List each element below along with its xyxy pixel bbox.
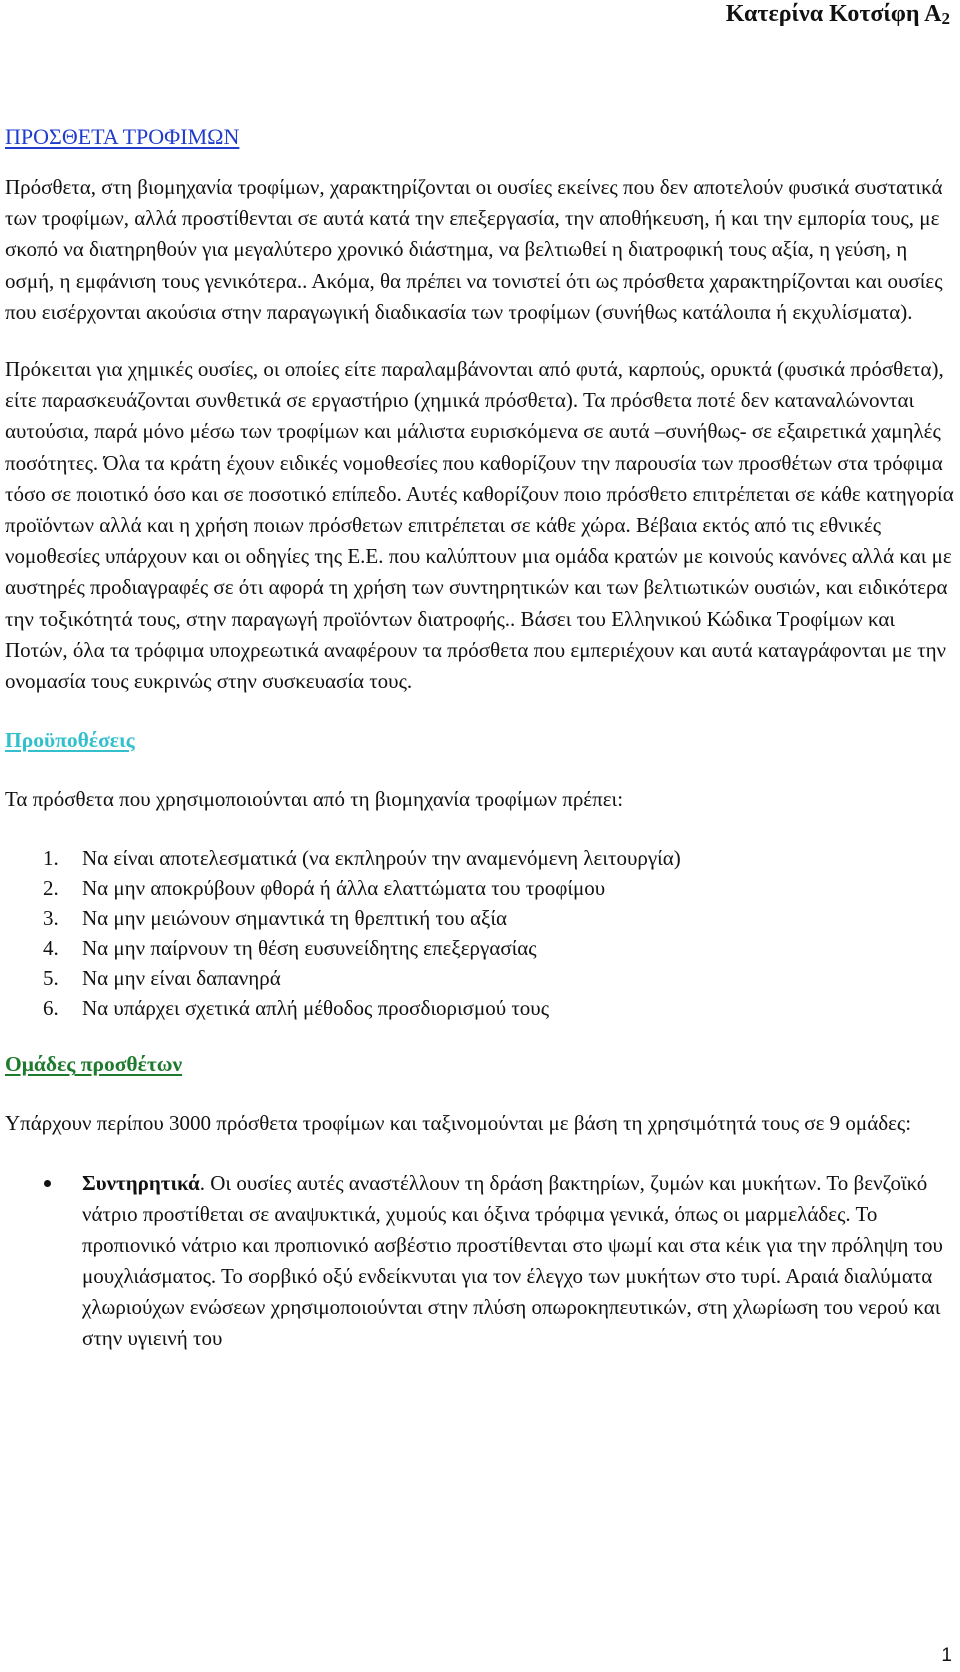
list-item xyxy=(5,993,955,1023)
spacer xyxy=(5,1023,955,1049)
spacer xyxy=(5,1080,955,1108)
list-item-text: Να υπάρχει σχετικά απλή μέθοδος προσδιορισμού τους xyxy=(82,996,550,1021)
spacer xyxy=(5,697,955,725)
list-item xyxy=(5,843,955,873)
author-name: Κατερίνα Κοτσίφη Α xyxy=(725,1,942,27)
list-item-number: 5. xyxy=(43,966,59,991)
spacer xyxy=(5,815,955,843)
author-class-subscript: 2 xyxy=(941,9,950,28)
list-item xyxy=(5,903,955,933)
spacer xyxy=(5,328,955,354)
list-item xyxy=(5,1168,955,1354)
list-item-number: 2. xyxy=(43,876,59,901)
list-item-text: Να μην μειώνουν σημαντικά τη θρεπτική του αξία xyxy=(82,906,508,931)
list-item-number: 1. xyxy=(43,846,59,871)
list-item-number: 4. xyxy=(43,936,59,961)
spacer xyxy=(5,1140,955,1168)
conditions-intro: Τα πρόσθετα που χρησιμοποιούνται από τη βιομηχανία τροφίμων πρέπει: xyxy=(5,787,624,812)
list-item-text: Να μην αποκρύβουν φθορά ή άλλα ελαττώματα του τροφίμου xyxy=(82,876,606,901)
legislation-paragraph: Πρόκειται για χημικές ουσίες, οι οποίες είτε παραλαμβάνονται από φυτά, καρπούς, ορυκτά (φυσικά πρόσθετα), είτε παρασκευάζονται συνθετικά σε εργαστήριο (χημικά πρόσθετα). Τα πρόσθετα ποτέ δεν καταναλώνονται αυτούσια, παρά μόνο μέσω των τροφίμων και μάλιστα ευρισκόμενα σε αυτά –συνήθως- σε εξαιρετικά χαμηλές ποσότητες. Όλα τα κράτη έχουν ειδικές νομοθεσίες που καθορίζουν την παρουσία των προσθέτων στα τρόφιμα τόσο σε ποιοτικό όσο και σε ποσοτικό επίπεδο. Αυτές καθορίζουν ποιο πρόσθετο επιτρέπεται σε κάθε κατηγορία προϊόντων αλλά και η χρήση ποιων πρόσθετων επιτρέπεται σε κάθε χώρα. Βέβαια εκτός από τις εθνικές νομοθεσίες υπάρχουν και οι οδηγίες της Ε.Ε. που καλύπτουν μια ομάδα κρατών με κοινούς κανόνες αλλά και με αυστηρές προδιαγραφές σε ότι αφορά τη χρήση των συντηρητικών και των βελτιωτικών ουσιών, και ειδικότερα την τοξικότητά τους, στην παραγωγή προϊόντων διατροφής.. Βάσει του Ελληνικού Κώδικα Τροφίμων και Ποτών, όλα τα τρόφιμα υποχρεωτικά αναφέρουν τα πρόσθετα που εμπεριέχουν και αυτά καταγράφονται με την ονομασία τους ευκρινώς στην συσκευασία τους. xyxy=(5,357,954,694)
groups-list xyxy=(5,1168,955,1354)
list-item xyxy=(5,933,955,963)
group-description: . Οι ουσίες αυτές αναστέλλουν τη δράση βακτηρίων, ζυμών και μυκήτων. Το βενζοϊκό νάτριο προστίθεται σε αναψυκτικά, χυμούς και όξινα τρόφιμα γενικά, όπως οι μαρμελάδες. Το προπιονικό νάτριο και προπιονικό ασβέστιο προστίθενται στο ψωμί και στα κέικ για την πρόληψη του μουχλιάσματος. Το σορβικό οξύ ενδείκνυται για τον έλεγχο των μυκήτων στο τυρί. Αραιά διαλύματα χλωριούχων ενώσεων χρησιμοποιούνται στην πλύση οπωροκηπευτικών, στη χλωρίωση του νερού και στην υγιεινή του xyxy=(82,1170,943,1350)
groups-heading: Ομάδες προσθέτων xyxy=(5,1052,183,1077)
list-item xyxy=(5,963,955,993)
list-item-text: Να μην είναι δαπανηρά xyxy=(82,966,281,991)
list-item-text: Να μην παίρνουν τη θέση ευσυνείδητης επεξεργασίας xyxy=(82,936,537,961)
list-item-text: Να είναι αποτελεσματικά (να εκπληρούν την αναμενόμενη λειτουργία) xyxy=(82,846,681,871)
list-item-number: 6. xyxy=(43,996,59,1021)
page-number: 1 xyxy=(941,1645,952,1666)
document-body xyxy=(5,121,955,1354)
conditions-list xyxy=(5,843,955,1023)
group-term: Συντηρητικά xyxy=(82,1170,200,1195)
bullet-icon xyxy=(44,1180,51,1187)
intro-paragraph: Πρόσθετα, στη βιομηχανία τροφίμων, χαρακτηρίζονται οι ουσίες εκείνες που δεν αποτελούν φυσικά συστατικά των τροφίμων, αλλά προστίθενται σε αυτά κατά την επεξεργασία, την αποθήκευση, ή και την εμπορία τους, με σκοπό να διατηρηθούν για μεγαλύτερο χρονικό διάστημα, να βελτιωθεί η διατροφική τους αξία, η γεύση, η οσμή, η εμφάνιση τους γενικότερα.. Ακόμα, θα πρέπει να τονιστεί ότι ως πρόσθετα χαρακτηρίζονται και ουσίες που εισέρχονται ακούσια στην παραγωγική διαδικασία των τροφίμων (συνήθως κατάλοιπα ή εκχυλίσματα). xyxy=(5,175,943,324)
groups-intro: Υπάρχουν περίπου 3000 πρόσθετα τροφίμων και ταξινομούνται με βάση τη χρησιμότητά τους σε 9 ομάδες: xyxy=(5,1111,912,1136)
conditions-heading: Προϋποθέσεις xyxy=(5,728,135,753)
list-item xyxy=(5,873,955,903)
document-title: ΠΡΟΣΘΕΤΑ ΤΡΟΦΙΜΩΝ xyxy=(5,124,240,149)
spacer xyxy=(5,152,955,172)
spacer xyxy=(5,756,955,784)
page-header xyxy=(726,0,950,34)
list-item-number: 3. xyxy=(43,906,59,931)
